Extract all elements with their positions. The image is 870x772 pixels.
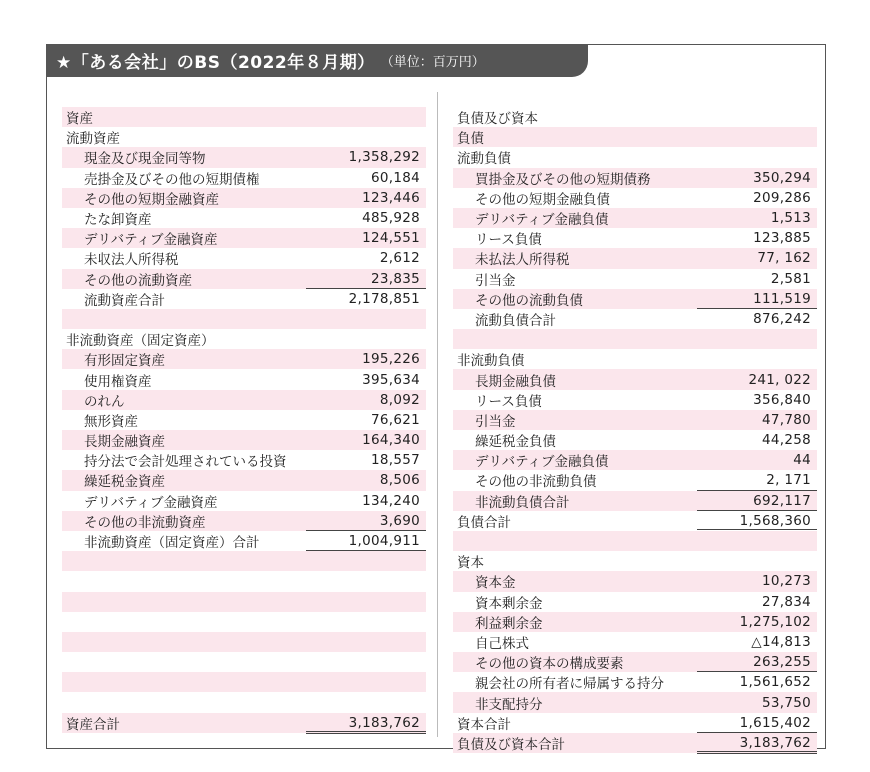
table-row	[453, 309, 817, 329]
row-value: 47,780	[761, 411, 811, 428]
title-text: ★「ある会社」のBS（2022年８月期）	[56, 53, 375, 73]
row-label: 未収法人所得税	[84, 252, 179, 269]
row-label: 使用権資産	[84, 373, 152, 390]
row-label: 非流動資産（固定資産）合計	[84, 535, 260, 552]
row-label: 非流動負債合計	[475, 494, 570, 511]
table-row	[62, 430, 426, 450]
row-label: 親会社の所有者に帰属する持分	[475, 676, 664, 693]
row-label: 負債	[457, 131, 484, 148]
table-row	[62, 632, 426, 652]
row-value: 485,928	[362, 210, 420, 227]
row-label: 引当金	[475, 413, 516, 430]
table-row	[62, 208, 426, 228]
row-value: 1,275,102	[739, 613, 811, 630]
row-value: 123,446	[362, 189, 420, 206]
table-row	[62, 592, 426, 612]
table-row	[62, 470, 426, 490]
table-row	[453, 430, 817, 450]
table-row	[62, 369, 426, 389]
table-row	[62, 713, 426, 733]
table-row	[62, 410, 426, 430]
table-row	[453, 188, 817, 208]
row-value: 18,557	[370, 452, 420, 469]
row-label: 売掛金及びその他の短期債権	[84, 171, 260, 188]
table-row	[62, 269, 426, 289]
row-label: 繰延税金資産	[84, 474, 165, 491]
table-row	[453, 208, 817, 228]
table-row	[62, 571, 426, 591]
row-label: 持分法で会計処理されている投資	[84, 454, 287, 471]
table-row	[62, 390, 426, 410]
table-row	[62, 309, 426, 329]
table-row	[453, 369, 817, 389]
table-row	[62, 672, 426, 692]
row-label: 負債及び資本合計	[457, 736, 565, 753]
double-rule	[697, 751, 817, 754]
row-value: 1,004,911	[348, 533, 420, 550]
table-row	[62, 147, 426, 167]
row-label: リース負債	[475, 232, 542, 249]
row-value: 111,519	[753, 290, 811, 307]
row-label: デリバティブ金融資産	[84, 232, 218, 249]
row-value: 356,840	[753, 391, 811, 408]
row-label: 非流動資産（固定資産）	[66, 333, 215, 350]
row-label: その他の流動負債	[475, 292, 583, 309]
row-value: 3,183,762	[348, 714, 420, 731]
row-value: 1,358,292	[348, 149, 420, 166]
row-value: 53,750	[761, 694, 811, 711]
table-row	[453, 571, 817, 591]
row-value: △14,813	[751, 633, 811, 650]
table-row	[62, 531, 426, 551]
row-value: 692,117	[753, 492, 811, 509]
row-value: 263,255	[753, 654, 811, 671]
row-value: 1,568,360	[739, 512, 811, 529]
table-row	[453, 470, 817, 490]
table-row	[62, 491, 426, 511]
row-label: 資本合計	[457, 716, 511, 733]
row-value: 134,240	[362, 492, 420, 509]
table-row	[62, 551, 426, 571]
table-row	[453, 733, 817, 753]
row-label: その他の非流動資産	[84, 514, 206, 531]
table-row	[453, 491, 817, 511]
table-row	[62, 127, 426, 147]
table-row	[453, 127, 817, 147]
row-label: 無形資産	[84, 413, 138, 430]
table-row	[453, 531, 817, 551]
table-row	[453, 147, 817, 167]
table-row	[453, 672, 817, 692]
table-row	[453, 713, 817, 733]
table-row	[453, 289, 817, 309]
row-label: たな卸資産	[84, 212, 152, 229]
table-row	[453, 410, 817, 430]
table-row	[453, 692, 817, 712]
table-row	[62, 289, 426, 309]
row-label: デリバティブ金融資産	[84, 494, 218, 511]
table-row	[453, 329, 817, 349]
row-label: その他の短期金融負債	[475, 191, 610, 208]
table-row	[453, 248, 817, 268]
row-label: 資産合計	[66, 716, 120, 733]
row-value: 8,092	[379, 391, 420, 408]
row-value: 76,621	[370, 411, 420, 428]
table-row	[62, 349, 426, 369]
row-value: 209,286	[753, 189, 811, 206]
row-value: 164,340	[362, 432, 420, 449]
row-value: 23,835	[370, 270, 420, 287]
table-row	[62, 612, 426, 632]
table-row	[62, 168, 426, 188]
row-value: 2,581	[770, 270, 811, 287]
row-value: 77, 162	[757, 250, 811, 267]
row-label: 流動負債合計	[475, 312, 556, 329]
liabilities-equity-column	[453, 107, 817, 753]
row-label: 非流動負債	[457, 353, 525, 370]
table-row	[62, 450, 426, 470]
row-value: 44,258	[761, 432, 811, 449]
table-row	[453, 168, 817, 188]
row-value: 2, 171	[766, 472, 811, 489]
assets-column	[62, 107, 426, 733]
table-row	[62, 652, 426, 672]
title-banner	[46, 44, 588, 77]
table-row	[453, 390, 817, 410]
row-label: 流動負債	[457, 151, 511, 168]
row-value: 1,513	[770, 210, 811, 227]
table-row	[453, 349, 817, 369]
row-label: のれん	[84, 393, 125, 410]
row-label: その他の資本の構成要素	[475, 656, 624, 673]
row-value: 350,294	[753, 169, 811, 186]
row-label: 繰延税金負債	[475, 434, 556, 451]
row-value: 876,242	[753, 310, 811, 327]
row-label: 引当金	[475, 272, 516, 289]
row-label: デリバティブ金融負債	[475, 454, 609, 471]
table-row	[453, 652, 817, 672]
table-row	[453, 511, 817, 531]
row-value: 3,183,762	[739, 734, 811, 751]
row-value: 44	[793, 452, 811, 469]
table-row	[453, 592, 817, 612]
row-label: 買掛金及びその他の短期債務	[475, 171, 651, 188]
unit-note: （単位：百万円）	[380, 55, 485, 70]
row-label: 資本金	[475, 575, 516, 592]
table-row	[62, 511, 426, 531]
row-label: 資本	[457, 555, 484, 572]
row-label: 長期金融資産	[84, 434, 165, 451]
row-value: 124,551	[362, 230, 420, 247]
table-row	[62, 107, 426, 127]
table-row	[453, 228, 817, 248]
row-label: その他の短期金融資産	[84, 191, 219, 208]
row-value: 2,612	[379, 250, 420, 267]
row-value: 8,506	[379, 472, 420, 489]
row-label: 未払法人所得税	[475, 252, 570, 269]
row-value: 123,885	[753, 230, 811, 247]
row-label: 負債及び資本	[457, 111, 538, 128]
row-label: 自己株式	[475, 635, 529, 652]
table-row	[62, 188, 426, 208]
row-label: その他の流動資産	[84, 272, 192, 289]
table-row	[62, 692, 426, 712]
row-value: 3,690	[379, 512, 420, 529]
row-label: 現金及び現金同等物	[84, 151, 206, 168]
table-row	[453, 612, 817, 632]
table-row	[62, 329, 426, 349]
row-value: 195,226	[362, 351, 420, 368]
table-row	[453, 551, 817, 571]
row-label: 長期金融負債	[475, 373, 556, 390]
table-row	[453, 632, 817, 652]
row-value: 1,561,652	[739, 674, 811, 691]
row-label: デリバティブ金融負債	[475, 212, 609, 229]
row-label: 流動資産	[66, 131, 120, 148]
column-divider	[437, 92, 438, 737]
row-label: 資産	[66, 111, 93, 128]
table-row	[62, 228, 426, 248]
row-value: 60,184	[370, 169, 420, 186]
row-value: 27,834	[761, 593, 811, 610]
row-label: 流動資産合計	[84, 292, 165, 309]
table-row	[62, 248, 426, 268]
row-label: 負債合計	[457, 514, 511, 531]
row-label: リース負債	[475, 393, 542, 410]
table-row	[453, 269, 817, 289]
row-value: 241, 022	[748, 371, 811, 388]
row-value: 2,178,851	[348, 290, 420, 307]
row-label: 有形固定資産	[84, 353, 165, 370]
row-value: 10,273	[761, 573, 811, 590]
table-row	[453, 450, 817, 470]
row-value: 1,615,402	[739, 714, 811, 731]
row-label: 資本剰余金	[475, 595, 543, 612]
row-value: 395,634	[362, 371, 420, 388]
double-rule	[306, 731, 426, 734]
table-row	[453, 107, 817, 127]
row-label: その他の非流動負債	[475, 474, 597, 491]
row-label: 利益剰余金	[475, 615, 543, 632]
row-label: 非支配持分	[475, 696, 543, 713]
